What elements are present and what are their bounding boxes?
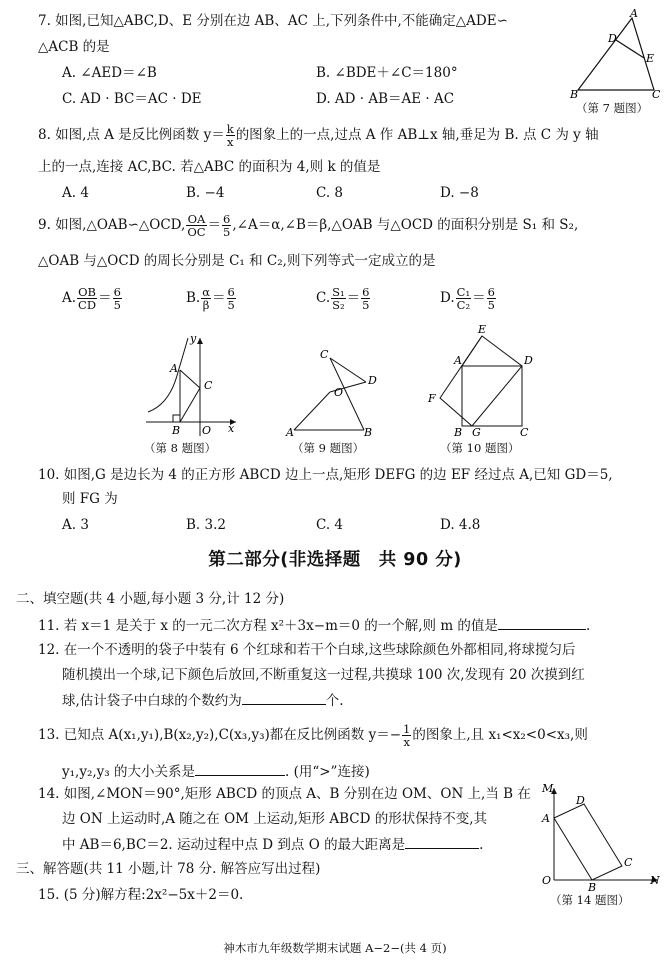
q9-d-eq: ＝: [472, 290, 486, 306]
q11-text: 11. 若 x＝1 是关于 x 的一元二次方程 x²＋3x−m＝0 的一个解,则 m 的值是: [38, 618, 498, 634]
solve-section-header: 三、解答题(共 11 小题,计 78 分. 解答应写出过程): [16, 861, 321, 877]
svg-text:A: A: [170, 362, 178, 375]
q11-end: .: [585, 618, 591, 634]
svg-text:C: C: [204, 379, 213, 392]
svg-text:N: N: [650, 874, 660, 887]
q12-end: 个.: [325, 693, 344, 709]
q13-line2: [62, 762, 370, 781]
svg-text:M: M: [542, 782, 554, 795]
svg-text:G: G: [472, 426, 481, 439]
q9-figure: [284, 344, 384, 438]
svg-text:O: O: [542, 874, 552, 887]
q8-figure: [140, 332, 240, 438]
svg-text:D: D: [608, 32, 617, 45]
svg-text:D: D: [576, 794, 585, 807]
q9-b-den: β: [202, 298, 210, 312]
q9-a-den: CD: [78, 298, 97, 312]
q9-a-lhs: [77, 286, 97, 311]
q9-stem: [38, 213, 578, 238]
q9-a-eq: ＝: [98, 290, 112, 306]
q8-frac-num: k: [226, 122, 234, 136]
q7-option-a: A. ∠AED＝∠B: [62, 65, 157, 81]
q13-fraction: [402, 723, 411, 748]
svg-text:A: A: [542, 812, 550, 825]
q11-line: [38, 616, 590, 635]
q11-answer-blank[interactable]: [498, 616, 586, 630]
svg-text:A: A: [454, 354, 462, 367]
q14-line1: 14. 如图,∠MON＝90°,矩形 ABCD 的顶点 A、B 分别在边 OM、ON 上,当 B 在: [38, 786, 531, 802]
q9-fraction-oa-oc: [186, 213, 206, 238]
q9-stem-b: ,∠A＝α,∠B＝β,△OAB 与△OCD 的面积分别是 S₁ 和 S₂,: [232, 217, 579, 233]
q8-stem-b: 的图象上的一点,过点 A 作 AB⊥x 轴,垂足为 B. 点 C 为 y 轴: [235, 127, 599, 143]
q8-stem-line2: 上的一点,连接 AC,BC. 若△ABC 的面积为 4,则 k 的值是: [38, 159, 381, 175]
svg-text:E: E: [646, 52, 655, 65]
svg-text:D: D: [524, 354, 533, 367]
q9-option-b: [186, 286, 237, 311]
q13-text-c: y₁,y₂,y₃ 的大小关系是: [62, 764, 195, 780]
q9-d-rhs-num: 6: [487, 285, 495, 299]
q9-stem-a: 9. 如图,△OAB∽△OCD,: [38, 217, 186, 233]
q7-option-b: B. ∠BDE＋∠C＝180°: [316, 65, 458, 81]
svg-text:B: B: [588, 881, 597, 892]
q9-c-rhs-den: 5: [362, 298, 370, 312]
q10-option-c: C. 4: [316, 517, 344, 533]
svg-text:x: x: [228, 422, 235, 435]
q8-option-c: C. 8: [316, 185, 344, 201]
q10-stem: 10. 如图,G 是边长为 4 的正方形 ABCD 边上一点,矩形 DEFG 的边 EF 经过点 A,已知 GD＝5,: [38, 467, 613, 483]
q10-figure: [424, 322, 534, 440]
q8-stem: [38, 123, 599, 148]
q8-fraction: [226, 123, 235, 148]
q14-line2: 边 ON 上运动时,A 随之在 OM 上运动,矩形 ABCD 的形状保持不变,其: [62, 811, 488, 827]
q8-frac-den: x: [226, 135, 234, 149]
q14-caption: （第 14 题图）: [550, 893, 630, 907]
q8-caption: （第 8 题图）: [144, 441, 217, 455]
svg-text:E: E: [478, 323, 487, 336]
q14-text: 中 AB＝6,BC＝2. 运动过程中点 D 到点 O 的最大距离是: [62, 837, 406, 853]
svg-text:B: B: [172, 424, 181, 437]
q9-option-d: [440, 286, 497, 311]
q13-frac-den: x: [403, 735, 410, 749]
q9-a-rhs: [113, 286, 122, 311]
q8-option-a: A. 4: [62, 185, 89, 201]
q9-a-num: OB: [78, 285, 96, 299]
svg-text:B: B: [364, 426, 373, 438]
q9-c-num: S₁: [332, 285, 345, 299]
q10-option-a: A. 3: [62, 517, 89, 533]
q12-text: 球,估计袋子中白球的个数约为: [62, 693, 242, 709]
q8-option-d: D. −8: [440, 185, 479, 201]
q13-end: . (用“>”连接): [285, 764, 370, 780]
q12-line1: 12. 在一个不透明的袋子中装有 6 个红球和若干个白球,这些球除颜色外都相同,将球搅匀后: [38, 642, 576, 658]
q10-stem-line2: 则 FG 为: [62, 491, 118, 507]
q14-answer-blank[interactable]: [405, 835, 479, 849]
q9-option-c: [316, 286, 371, 311]
q9-d-den: C₂: [456, 298, 471, 312]
q12-line2: 随机摸出一个球,记下颜色后放回,不断重复这一过程,共摸球 100 次,发现有 20 次摸到红: [62, 667, 585, 683]
q13-text-a: 13. 已知点 A(x₁,y₁),B(x₂,y₂),C(x₃,y₃)都在反比例函数 y＝−: [38, 727, 402, 743]
part2-title: 第二部分(非选择题 共 90 分): [208, 550, 462, 570]
q9-b-eq: ＝: [212, 290, 226, 306]
svg-text:A: A: [630, 8, 638, 20]
q9-d-rhs: [487, 286, 496, 311]
svg-text:O: O: [202, 424, 212, 437]
q9-d-rhs-den: 5: [487, 298, 495, 312]
q10-caption: （第 10 题图）: [440, 441, 520, 455]
q15-line: 15. (5 分)解方程:2x²−5x＋2＝0.: [38, 887, 244, 903]
q9-frac-den: OC: [187, 225, 206, 239]
q7-figure: [568, 8, 664, 98]
q9-b-rhs-num: 6: [227, 285, 235, 299]
svg-text:C: C: [320, 348, 329, 361]
q9-eq: ＝: [207, 217, 222, 233]
svg-text:A: A: [286, 426, 294, 438]
q14-end: .: [479, 837, 484, 853]
q9-c-eq: ＝: [346, 290, 361, 306]
q9-c-den: S₂: [332, 298, 345, 312]
q9-frac2-den: 5: [223, 225, 231, 239]
q9-b-rhs-den: 5: [227, 298, 235, 312]
q9-stem-line2: △OAB 与△OCD 的周长分别是 C₁ 和 C₂,则下列等式一定成立的是: [38, 253, 436, 269]
q8-stem-a: 8. 如图,点 A 是反比例函数 y＝: [38, 127, 225, 143]
q13-line1: [38, 723, 588, 748]
q9-b-label: B.: [186, 290, 201, 306]
q12-line3: [62, 691, 344, 710]
q14-line3: [62, 835, 483, 854]
q9-option-a: [62, 286, 123, 311]
q7-stem: 7. 如图,已知△ABC,D、E 分别在边 AB、AC 上,下列条件中,不能确定△ADE∽: [38, 13, 508, 29]
q14-figure: [536, 780, 664, 892]
q9-b-num: α: [202, 285, 210, 299]
q9-d-lhs: [456, 286, 471, 311]
q13-answer-blank[interactable]: [195, 762, 285, 776]
q7-option-d: D. AD · AB＝AE · AC: [316, 91, 455, 107]
fill-section-header: 二、填空题(共 4 小题,每小题 3 分,计 12 分): [16, 591, 285, 607]
svg-text:O: O: [334, 386, 344, 399]
q9-c-lhs: [331, 286, 346, 311]
q9-c-label: C.: [316, 290, 331, 306]
svg-text:B: B: [570, 88, 579, 98]
q9-frac2-num: 6: [223, 212, 231, 226]
q10-option-b: B. 3.2: [186, 517, 226, 533]
q9-a-rhs-den: 5: [113, 298, 121, 312]
q9-a-label: A.: [62, 290, 77, 306]
q7-stem-line2: △ACB 的是: [38, 39, 110, 55]
q7-option-c: C. AD · BC＝AC · DE: [62, 91, 202, 107]
q9-a-rhs-num: 6: [113, 285, 121, 299]
svg-text:C: C: [520, 426, 529, 439]
page-footer: 神木市九年级数学期末试题 A−2−(共 4 页): [223, 941, 447, 955]
q9-caption: （第 9 题图）: [292, 441, 365, 455]
q10-option-d: D. 4.8: [440, 517, 481, 533]
svg-text:B: B: [454, 426, 463, 439]
svg-text:y: y: [190, 332, 197, 345]
q12-answer-blank[interactable]: [242, 691, 326, 705]
q9-d-num: C₁: [456, 285, 471, 299]
q9-c-rhs-num: 6: [362, 285, 370, 299]
q9-b-lhs: [201, 286, 211, 311]
q7-caption: （第 7 题图）: [576, 101, 649, 115]
svg-text:D: D: [368, 374, 377, 387]
svg-text:F: F: [428, 392, 436, 405]
q9-d-label: D.: [440, 290, 455, 306]
svg-text:C: C: [624, 856, 633, 869]
q8-option-b: B. −4: [186, 185, 225, 201]
svg-text:C: C: [652, 88, 661, 98]
q13-frac-num: 1: [403, 722, 411, 736]
q9-c-rhs: [361, 286, 370, 311]
q9-b-rhs: [227, 286, 236, 311]
q9-fraction-ratio: [222, 213, 231, 238]
q13-text-b: 的图象上,且 x₁<x₂<0<x₃,则: [412, 727, 588, 743]
q9-frac-num: OA: [187, 212, 206, 226]
